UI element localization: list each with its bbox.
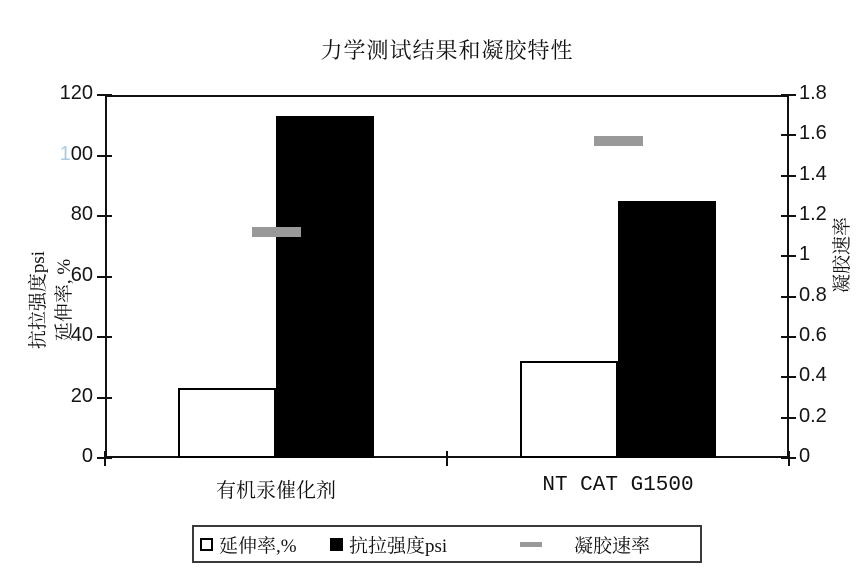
- legend-item: [520, 527, 650, 561]
- left-axis-tick: [97, 276, 112, 278]
- right-axis-title: 凝胶速率: [832, 217, 853, 294]
- left-axis-title: [26, 210, 78, 390]
- right-axis-tick-label: 1: [799, 243, 811, 266]
- right-axis-tick: [781, 175, 796, 177]
- category-label: 有机汞催化剂: [216, 480, 336, 502]
- right-axis-tick-label: 0.6: [799, 324, 827, 346]
- right-axis-tick-label: 0.4: [799, 364, 827, 387]
- right-axis-tick-label: 0: [799, 445, 811, 467]
- black-square-icon: [330, 538, 343, 551]
- bar-抗拉强度psi: [618, 201, 716, 458]
- left-axis-tick: [97, 397, 112, 399]
- x-axis-tick: [446, 451, 448, 466]
- right-axis-tick-label: 0.2: [799, 404, 827, 427]
- right-axis-tick-label: 1.4: [799, 162, 827, 185]
- legend-label: 抗拉强度psi: [349, 535, 448, 557]
- left-axis-title-line1: 抗拉强度psi: [28, 250, 49, 350]
- left-axis-tick: [97, 94, 112, 96]
- left-axis-tick: [97, 215, 112, 217]
- right-axis-tick: [781, 417, 796, 419]
- left-axis-tick-label: 20: [70, 384, 93, 407]
- gray-dash-icon: [520, 542, 542, 547]
- left-axis-tick-label: 0: [81, 445, 93, 467]
- left-axis-tick: [97, 336, 112, 338]
- x-axis-tick: [104, 451, 106, 466]
- right-axis-tick-label: 1.6: [799, 122, 827, 145]
- right-axis-tick-label: 0.8: [799, 283, 827, 306]
- left-axis-tick-label: 60: [70, 263, 93, 286]
- bar-延伸率,%: [520, 361, 618, 458]
- right-axis-tick: [781, 296, 796, 298]
- dash-凝胶速率: [252, 227, 301, 237]
- legend-item: [330, 527, 447, 561]
- right-axis-tick: [781, 336, 796, 338]
- left-axis-tick-label: 120: [59, 82, 93, 104]
- bar-抗拉强度psi: [276, 116, 374, 458]
- left-axis-tick-label: 80: [70, 203, 93, 225]
- left-axis-tick: [97, 155, 112, 157]
- left-axis-tick-label: 100: [59, 142, 93, 165]
- right-axis-tick: [781, 134, 796, 136]
- legend-item: [200, 527, 297, 561]
- left-axis-tick-label: 40: [70, 324, 93, 346]
- right-axis-tick: [781, 94, 796, 96]
- category-label: NT CAT G1500: [542, 474, 694, 497]
- chart-title: 力学测试结果和凝胶特性: [320, 38, 574, 63]
- legend: [192, 525, 702, 563]
- legend-label: 延伸率,%: [219, 535, 297, 557]
- right-axis-tick-label: 1.2: [799, 203, 827, 225]
- x-axis-tick: [788, 451, 790, 466]
- left-axis-title-line2: 延伸率, %: [54, 258, 75, 342]
- dash-凝胶速率: [594, 136, 643, 146]
- white-square-icon: [200, 538, 213, 551]
- right-axis-tick: [781, 215, 796, 217]
- bar-延伸率,%: [178, 388, 276, 458]
- right-axis-tick: [781, 255, 796, 257]
- legend-label: 凝胶速率: [574, 535, 651, 557]
- right-axis-tick: [781, 376, 796, 378]
- right-axis-tick-label: 1.8: [799, 82, 827, 104]
